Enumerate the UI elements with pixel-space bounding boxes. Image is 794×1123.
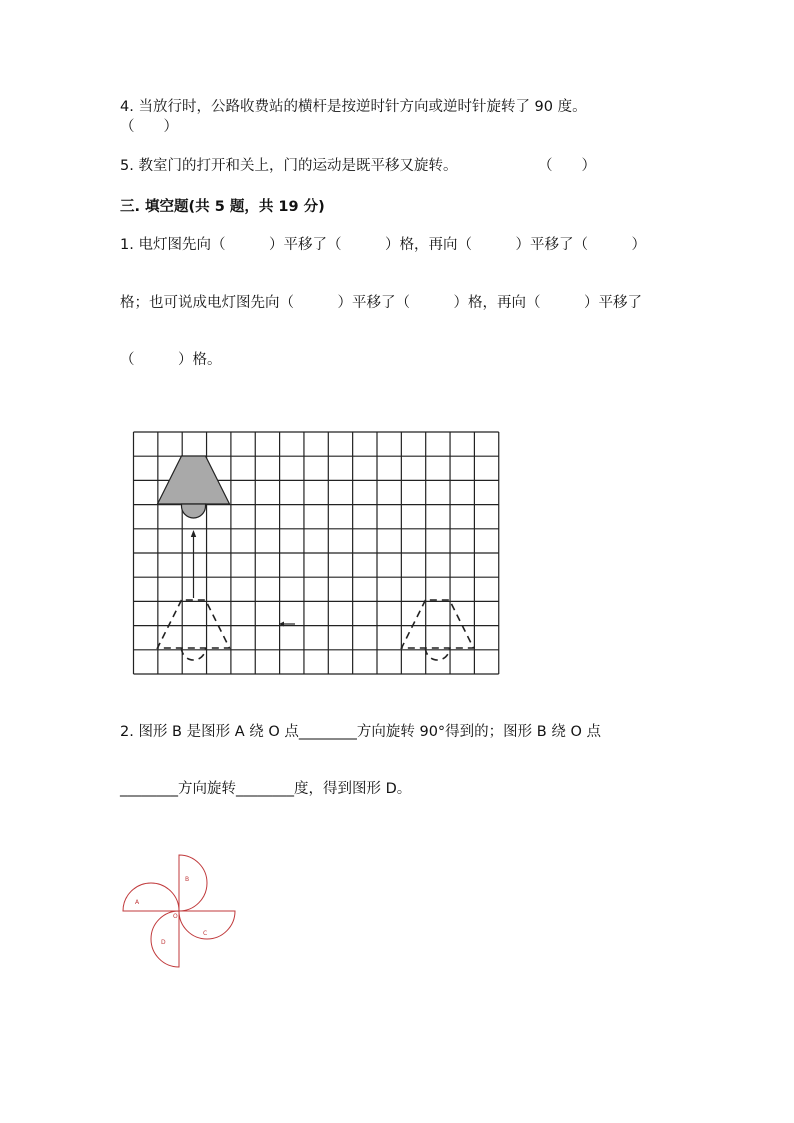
label-a: A <box>135 899 140 906</box>
dashed-lamp-right <box>402 600 474 660</box>
rotation-figure <box>118 850 243 975</box>
label-o: O <box>173 913 178 920</box>
petal-a <box>123 883 179 911</box>
lamp-bulb <box>182 504 206 518</box>
fill-q2-line1: 2. 图形 B 是图形 A 绕 O 点________方向旋转 90°得到的；图形 B 绕 O 点 <box>120 724 601 740</box>
up-arrow-head <box>191 530 196 537</box>
label-d: D <box>161 939 166 946</box>
question-4: 4. 当放行时，公路收费站的横杆是按逆时针方向或逆时针旋转了 90 度。 <box>120 99 587 115</box>
lamp-grid-figure <box>125 426 515 682</box>
fill-q2-line2: ________方向旋转________度，得到图形 D。 <box>120 781 412 797</box>
fill-q1-line1: 1. 电灯图先向（ ）平移了（ ）格，再向（ ）平移了（ ） <box>120 237 646 253</box>
fill-q1-line2: 格；也可说成电灯图先向（ ）平移了（ ）格，再向（ ）平移了 <box>120 295 642 311</box>
petal-b <box>179 855 207 911</box>
dashed-lamp-left <box>158 600 230 660</box>
section-title: 三. 填空题(共 5 题，共 19 分) <box>120 199 325 215</box>
question-4-answer-paren: （ ） <box>120 119 178 135</box>
question-5: 5. 教室门的打开和关上，门的运动是既平移又旋转。 <box>120 158 458 174</box>
label-c: C <box>203 930 208 937</box>
fill-q1-line3: （ ）格。 <box>120 352 222 368</box>
label-b: B <box>185 876 190 883</box>
question-5-answer-paren: （ ） <box>538 158 596 174</box>
